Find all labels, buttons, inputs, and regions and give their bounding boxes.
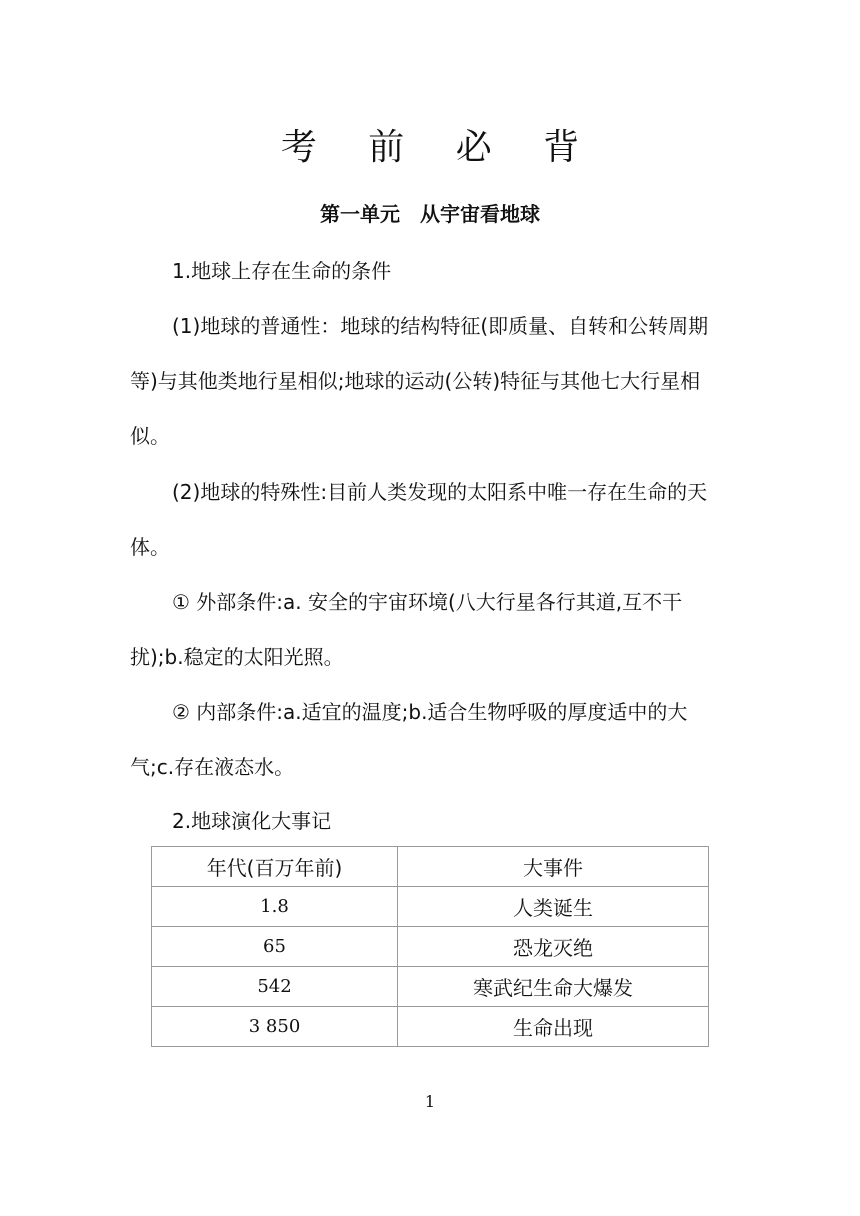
table-row xyxy=(152,887,709,927)
era-cell: 1.8 xyxy=(152,887,398,927)
section-heading-1: 1.地球上存在生命的条件 xyxy=(172,259,392,283)
table-row xyxy=(152,1007,709,1047)
era-cell: 65 xyxy=(152,927,398,967)
table-row xyxy=(152,967,709,1007)
table-row xyxy=(152,927,709,967)
paragraph-general-nature: (1)地球的普通性：地球的结构特征(即质量、自转和公转周期等)与其他类地行星相似;地球的运动(公转)特征与其他七大行星相似。 xyxy=(130,314,709,448)
table-header-row xyxy=(152,847,709,887)
page-number: 1 xyxy=(424,1092,436,1111)
page-title: 考 前 必 背 xyxy=(280,127,600,168)
event-cell: 人类诞生 xyxy=(398,887,709,927)
column-header-era: 年代(百万年前) xyxy=(152,847,398,887)
event-cell: 恐龙灭绝 xyxy=(398,927,709,967)
event-cell: 生命出现 xyxy=(398,1007,709,1047)
unit-heading: 第一单元 从宇宙看地球 xyxy=(320,202,540,226)
paragraph-internal-conditions: ② 内部条件:a.适宜的温度;b.适合生物呼吸的厚度适中的大气;c.存在液态水。 xyxy=(130,700,688,779)
era-cell: 3 850 xyxy=(152,1007,398,1047)
section-heading-2: 2.地球演化大事记 xyxy=(172,809,332,833)
event-cell: 寒武纪生命大爆发 xyxy=(398,967,709,1007)
column-header-event: 大事件 xyxy=(398,847,709,887)
paragraph-external-conditions: ① 外部条件:a. 安全的宇宙环境(八大行星各行其道,互不干扰);b.稳定的太阳光照。 xyxy=(130,590,683,669)
earth-evolution-table xyxy=(151,846,709,1047)
era-cell: 542 xyxy=(152,967,398,1007)
paragraph-special-nature: (2)地球的特殊性:目前人类发现的太阳系中唯一存在生命的天体。 xyxy=(130,480,708,559)
